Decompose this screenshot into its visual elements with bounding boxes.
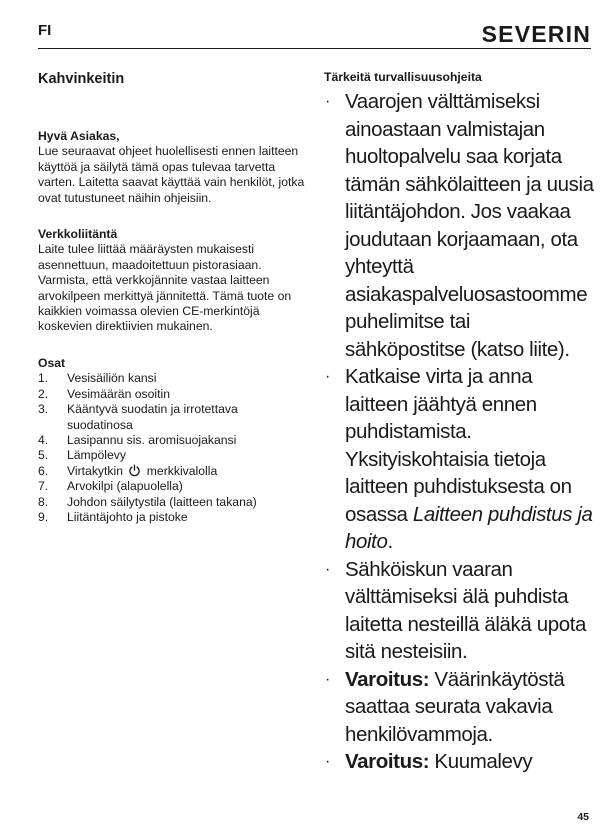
power-heading: Verkkoliitäntä [38, 227, 118, 242]
power-icon [128, 464, 141, 477]
item-number: 9. [38, 509, 49, 524]
list-item [324, 88, 594, 363]
item-text: Vesimäärän osoitin [67, 386, 170, 401]
item-text: Kääntyvä suodatin ja irrotettava suodatinosa [67, 402, 238, 432]
power-text: Laite tulee liittää määräysten mukaisesti asennettuun, maadoitettuun pistorasiaan. Varmista, että verkkojännite vastaa laitteen arvokilpeen merkittyä jännitettä. Tämä tuote on kaikkien voimassa olevien CE-merkintöjä koskevien direktiivien mukainen. [38, 242, 292, 334]
list-item [38, 495, 306, 510]
bullet: · [325, 93, 330, 110]
item-number: 4. [38, 432, 49, 447]
page-title: Kahvinkeitin [38, 71, 125, 87]
item-number: 5. [38, 448, 49, 463]
greeting-text: Lue seuraavat ohjeet huolellisesti ennen laitteen käyttöä ja säilytä tämä opas tulevaa tarvetta varten. Laitetta saavat käyttää vain henkilöt, jotka ovat tutustuneet näihin ohjeisiin. [38, 144, 305, 205]
parts-list [38, 371, 306, 525]
brand-logo: SEVERIN [481, 21, 591, 47]
item-text: Lämpölevy [67, 448, 126, 463]
bullet: · [325, 368, 330, 385]
item-text: Kuumalevy [429, 750, 533, 773]
greeting-heading: Hyvä Asiakas, [38, 129, 120, 143]
parts-heading: Osat [38, 355, 66, 370]
item-text: Katkaise virta ja anna laitteen jäähtyä ennen puhdistamista. Yksityiskohtaisia tietoja laitteen puhdistuksesta on osassa [345, 365, 572, 526]
item-text: Vesisäiliön kansi [67, 371, 157, 386]
list-item [324, 666, 594, 749]
item-number: 2. [38, 386, 49, 401]
list-item [38, 510, 306, 525]
list-item [38, 371, 306, 386]
item-text: Johdon säilytystila (laitteen takana) [67, 494, 257, 509]
item-text: Väärinkäytöstä saattaa seurata vakavia henkilövammoja. [345, 667, 565, 746]
list-item [38, 402, 306, 433]
header-rule [38, 48, 591, 49]
switch-text-before: Virtakytkin [67, 463, 123, 478]
list-item [38, 433, 306, 448]
item-text: Liitäntäjohto ja pistoke [67, 509, 188, 524]
item-text [67, 464, 217, 479]
item-emphasis: Laitteen puhdistus ja hoito [345, 502, 593, 553]
item-text: Lasipannu sis. aromisuojakansi [67, 432, 237, 447]
item-number: 6. [38, 463, 49, 478]
list-item [324, 748, 594, 776]
safety-list [324, 88, 594, 776]
bullet: · [325, 753, 330, 770]
page-number: 45 [577, 811, 589, 823]
warning-label: Varoitus: [345, 667, 430, 691]
item-text: Arvokilpi (alapuolella) [67, 479, 183, 494]
bullet: · [325, 560, 330, 578]
switch-text-after: merkkivalolla [146, 463, 218, 478]
list-item [324, 556, 594, 666]
item-text: Vaarojen välttämiseksi ainoastaan valmistajan huoltopalvelu saa korjata tämän sähkölaitteen ja uusia liitäntäjohdon. Jos vaakaa joudutaan korjaamaan, ota yhteyttä asiakaspalveluosastoomme puhelimitse tai sähköpostitse (katso liite). [345, 90, 594, 361]
list-item [38, 387, 306, 402]
item-tail: . [387, 530, 393, 553]
left-column [38, 70, 306, 525]
item-number: 7. [38, 479, 49, 494]
item-number: 1. [38, 371, 49, 386]
language-code: FI [38, 22, 52, 39]
bullet: · [325, 670, 330, 688]
list-item [38, 479, 306, 494]
list-item [38, 464, 306, 479]
right-column [324, 70, 594, 776]
list-item [38, 448, 306, 463]
list-item [324, 363, 594, 556]
item-number: 8. [38, 494, 49, 509]
warning-label: Varoitus: [345, 750, 430, 773]
item-text: Sähköiskun vaaran välttämiseksi älä puhdista laitetta nesteillä äläkä upota sitä nesteisiin. [345, 557, 587, 663]
safety-heading: Tärkeitä turvallisuusohjeita [324, 70, 482, 84]
item-number: 3. [38, 402, 49, 417]
